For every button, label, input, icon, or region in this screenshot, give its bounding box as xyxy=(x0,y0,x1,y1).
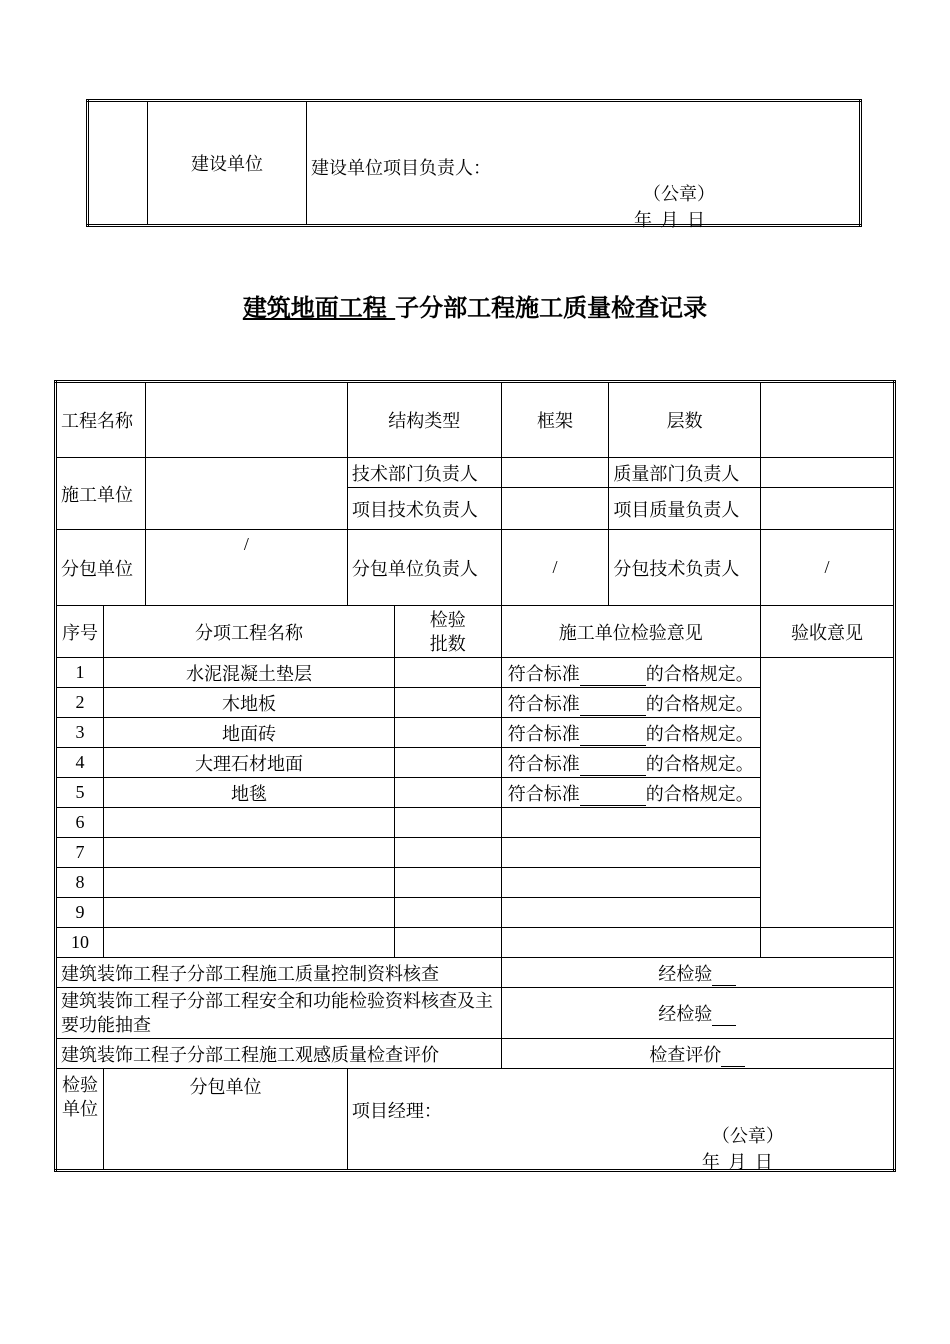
row-name xyxy=(104,898,395,928)
row-batches xyxy=(394,898,501,928)
quality-dept-head-label: 质量部门负责人 xyxy=(609,458,761,488)
inspection-record-table xyxy=(54,380,896,1172)
col-no: 序号 xyxy=(56,606,104,658)
subcontractor-sign-label: 分包单位 xyxy=(104,1069,348,1171)
sub-head-value: / xyxy=(501,530,609,606)
row-no: 1 xyxy=(56,658,104,688)
owner-unit-label: 建设单位 xyxy=(148,101,307,226)
row-no: 3 xyxy=(56,718,104,748)
row-opinion xyxy=(501,658,760,688)
row-batches xyxy=(394,808,501,838)
opinion-suffix: 的合格规定。 xyxy=(645,693,754,714)
blank-line xyxy=(580,667,646,686)
row-no: 7 xyxy=(56,838,104,868)
structure-type-value: 框架 xyxy=(501,382,609,458)
tech-dept-head-value xyxy=(501,458,609,488)
project-name-label: 工程名称 xyxy=(56,382,146,458)
tech-dept-head-label: 技术部门负责人 xyxy=(347,458,501,488)
opinion-prefix: 符合标准 xyxy=(507,723,580,744)
subcontractor-value: / xyxy=(145,530,347,606)
check-result xyxy=(501,988,894,1039)
blank-line xyxy=(580,757,646,776)
row-batches xyxy=(394,838,501,868)
acceptance-opinion-value xyxy=(761,658,895,928)
opinion-suffix: 的合格规定。 xyxy=(645,663,754,684)
row-name: 木地板 xyxy=(104,688,395,718)
check-item: 建筑装饰工程子分部工程施工观感质量检查评价 xyxy=(56,1039,502,1069)
row-batches xyxy=(394,928,501,958)
col-acceptance: 验收意见 xyxy=(761,606,895,658)
row-opinion xyxy=(501,928,760,958)
date-label: 年 月 日 xyxy=(701,1152,775,1172)
sub-tech-head-value: / xyxy=(761,530,895,606)
row-name: 地面砖 xyxy=(104,718,395,748)
quality-dept-head-value xyxy=(761,458,895,488)
table-row xyxy=(56,658,895,688)
check-item: 建筑装饰工程子分部工程安全和功能检验资料核查及主要功能抽查 xyxy=(56,988,502,1039)
opinion-prefix: 符合标准 xyxy=(507,693,580,714)
opinion-suffix: 的合格规定。 xyxy=(645,753,754,774)
sub-tech-head-label: 分包技术负责人 xyxy=(609,530,761,606)
blank-line xyxy=(580,787,646,806)
top-blank-cell xyxy=(88,101,148,226)
col-name: 分项工程名称 xyxy=(104,606,395,658)
project-tech-head-value xyxy=(501,488,609,530)
check-result-label: 检查评价 xyxy=(649,1044,722,1065)
check-item: 建筑装饰工程子分部工程施工质量控制资料核查 xyxy=(56,958,502,988)
row-opinion xyxy=(501,808,760,838)
row-name xyxy=(104,838,395,868)
row-no: 6 xyxy=(56,808,104,838)
title-underlined: 建筑地面工程 xyxy=(242,294,396,322)
blank-line xyxy=(580,727,646,746)
structure-type-label: 结构类型 xyxy=(347,382,501,458)
row-opinion xyxy=(501,778,760,808)
contractor-label: 施工单位 xyxy=(56,458,146,530)
row-opinion xyxy=(501,748,760,778)
floors-value xyxy=(761,382,895,458)
row-batches xyxy=(394,748,501,778)
floors-label: 层数 xyxy=(609,382,761,458)
sub-head-label: 分包单位负责人 xyxy=(347,530,501,606)
project-name-value xyxy=(145,382,347,458)
check-result xyxy=(501,1039,894,1069)
opinion-suffix: 的合格规定。 xyxy=(645,723,754,744)
row-batches xyxy=(394,778,501,808)
col-opinion: 施工单位检验意见 xyxy=(501,606,760,658)
row-name xyxy=(104,928,395,958)
acceptance-blank xyxy=(761,928,895,958)
owner-signer-label: 建设单位项目负责人： xyxy=(311,158,491,178)
opinion-prefix: 符合标准 xyxy=(507,663,580,684)
official-seal-label: （公章） xyxy=(643,184,715,204)
row-batches xyxy=(394,658,501,688)
official-seal-label: （公章） xyxy=(711,1126,784,1146)
row-name xyxy=(104,868,395,898)
project-quality-head-value xyxy=(761,488,895,530)
table-row xyxy=(56,928,895,958)
row-no: 8 xyxy=(56,868,104,898)
row-opinion xyxy=(501,868,760,898)
row-no: 5 xyxy=(56,778,104,808)
inspection-unit-label: 检验 单位 xyxy=(56,1069,104,1171)
row-no: 10 xyxy=(56,928,104,958)
opinion-prefix: 符合标准 xyxy=(507,753,580,774)
opinion-prefix: 符合标准 xyxy=(507,783,580,804)
row-opinion xyxy=(501,718,760,748)
contractor-value xyxy=(145,458,347,530)
blank-line xyxy=(721,1048,745,1067)
row-name: 地毯 xyxy=(104,778,395,808)
page-title xyxy=(0,288,950,323)
row-batches xyxy=(394,868,501,898)
project-quality-head-label: 项目质量负责人 xyxy=(609,488,761,530)
item-rows xyxy=(56,658,895,958)
row-name xyxy=(104,808,395,838)
title-rest: 子分部工程施工质量检查记录 xyxy=(395,294,708,322)
blank-line xyxy=(712,1007,736,1026)
row-opinion xyxy=(501,898,760,928)
check-result-label: 经检验 xyxy=(658,963,713,984)
project-manager-label: 项目经理： xyxy=(351,1101,442,1121)
opinion-suffix: 的合格规定。 xyxy=(645,783,754,804)
row-name: 大理石材地面 xyxy=(104,748,395,778)
check-result-label: 经检验 xyxy=(658,1004,713,1024)
subcontractor-label: 分包单位 xyxy=(56,530,146,606)
blank-line xyxy=(580,697,646,716)
check-result xyxy=(501,958,894,988)
project-tech-head-label: 项目技术负责人 xyxy=(347,488,501,530)
pm-signature-cell xyxy=(347,1069,894,1171)
date-label: 年 月 日 xyxy=(634,210,707,230)
row-no: 2 xyxy=(56,688,104,718)
row-opinion xyxy=(501,838,760,868)
row-no: 4 xyxy=(56,748,104,778)
owner-signature-cell xyxy=(307,101,861,230)
row-batches xyxy=(394,718,501,748)
row-opinion xyxy=(501,688,760,718)
row-name: 水泥混凝土垫层 xyxy=(104,658,395,688)
blank-line xyxy=(712,967,736,986)
row-no: 9 xyxy=(56,898,104,928)
row-batches xyxy=(394,688,501,718)
col-batches: 检验 批数 xyxy=(394,606,501,658)
top-signature-table xyxy=(86,99,862,230)
